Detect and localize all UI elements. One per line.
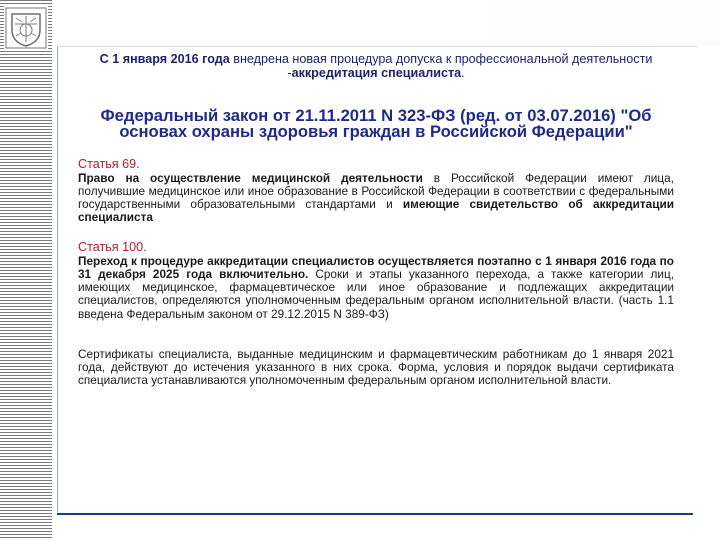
article-69-text	[78, 172, 674, 225]
article-100-text	[78, 255, 674, 321]
article-100-body: Сроки и этапы указанного перехода, а также категории лиц, имеющих медицинское, фармацевтическое или иное образование и подлежащих аккредитации специалистов, определяются уполномоченным федеральным органом исполнительной власти. (часть 1.1 введена Федеральным законом от 29.12.2015 N 389-ФЗ)	[78, 267, 674, 321]
certificates-paragraph: Сертификаты специалиста, выданные медицинским и фармацевтическим работникам до 1 января 2021 года, действуют до истечения указанного в них срока. Форма, условия и порядок выдачи сертификата специалиста устанавливаются уполномоченным федеральным органом исполнительной власти.	[78, 346, 674, 388]
intro-paragraph	[78, 52, 674, 80]
bottom-blue-rule	[57, 513, 693, 515]
law-title: Федеральный закон от 21.11.2011 N 323-ФЗ (ред. от 03.07.2016) "Об основах охраны здоровья граждан в Российской Федерации"	[100, 106, 652, 141]
content-frame-left-line	[57, 46, 58, 512]
emblem-logo-icon	[4, 6, 48, 50]
emblem-logo-svg	[4, 6, 48, 50]
intro-date: С 1 января 2016 года	[99, 52, 230, 66]
intro-end: .	[461, 66, 465, 80]
slide-content	[78, 52, 674, 387]
article-100-bold-transition: Переход к процедуре аккредитации специалистов осуществляется поэтапно с 1 января 2016 года по 31 декабря 2025 года включительно.	[78, 253, 674, 282]
article-69-bold-certificate: имеющие свидетельство об аккредитации специалиста	[78, 196, 674, 225]
article-69	[78, 158, 674, 224]
article-100	[78, 241, 674, 321]
top-header-gradient	[55, 0, 720, 46]
intro-accreditation: аккредитация специалиста	[291, 66, 462, 80]
article-69-body: в Российской Федерации имеют лица, получившие медицинское или иное образование в Российской Федерации в соответствии с федеральными государственными образовательными стандартами и	[78, 170, 674, 211]
article-69-bold-right: Право на осуществление медицинской деятельности	[78, 170, 423, 185]
article-69-title: Статья 69.	[78, 157, 140, 171]
left-decorative-stripes	[0, 0, 52, 540]
intro-text: внедрена новая процедура допуска к профессиональной деятельности -	[229, 52, 653, 80]
article-100-title: Статья 100.	[78, 240, 147, 255]
content-frame-top-line	[57, 46, 697, 47]
